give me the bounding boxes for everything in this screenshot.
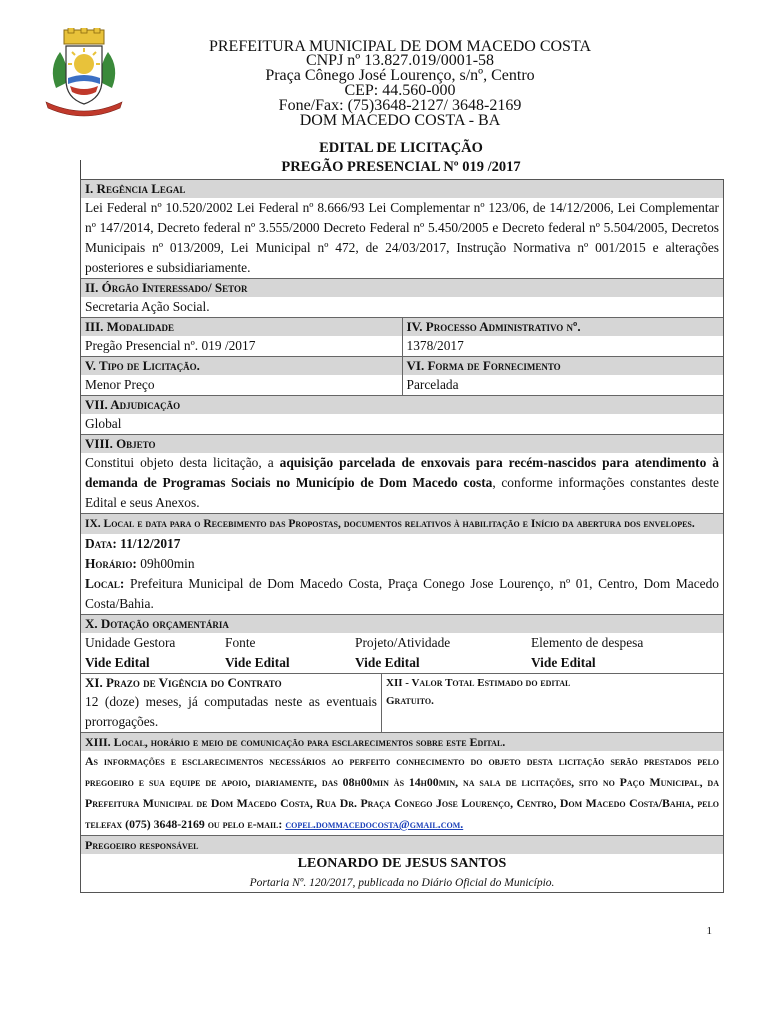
section-text: 12 (doze) meses, já computadas neste as eventuais prorrogações.: [85, 694, 377, 729]
section-esclarecimentos: [81, 733, 723, 836]
email-link[interactable]: copel.dommacedocosta@gmail.com.: [285, 817, 464, 831]
section-heading: X. Dotação orçamentária: [81, 615, 723, 633]
val-fonte: Vide Edital: [225, 655, 290, 670]
hora-line: [81, 554, 723, 574]
dotacao-cols: [81, 633, 723, 673]
address: Praça Cônego José Lourenço, s/nº, Centro: [265, 67, 535, 84]
section-heading: VII. Adjudicação: [81, 396, 723, 414]
col-projeto: Projeto/Atividade: [355, 635, 451, 650]
doc-title: EDITAL DE LICITAÇÃO: [319, 140, 483, 156]
data-value: 11/12/2017: [120, 536, 181, 551]
section-text: [81, 751, 723, 835]
section-text: Global: [85, 416, 122, 431]
section-modalidade-processo: [81, 318, 723, 357]
section-heading: XI. Prazo de Vigência do Contrato: [81, 674, 381, 692]
phone-fax: Fone/Fax: (75)3648-2127/ 3648-2169: [278, 97, 522, 114]
section-heading: IX. Local e data para o Recebimento das Propostas, documentos relativos à habilitação e Início da abertura dos envelopes.: [81, 514, 723, 534]
section-orgao: [81, 279, 723, 318]
col-unidade: Unidade Gestora: [85, 635, 176, 650]
col-fonte: Fonte: [225, 635, 256, 650]
data-label: Data:: [85, 536, 117, 551]
section-text: 1378/2017: [406, 338, 464, 353]
section-heading: III. Modalidade: [81, 318, 402, 336]
cep: CEP: 44.560-000: [344, 82, 456, 99]
section-heading: XII - Valor Total Estimado do edital: [382, 674, 723, 692]
section-text: Lei Federal nº 10.520/2002 Lei Federal nº 8.666/93 Lei Complementar nº 123/06, de 14/12/2006, Lei Complementar nº 147/2014, Decreto federal nº 3.555/2000 Decreto Federal nº 5.450/2005 e Decreto federal nº 5.504/2005, Decretos Municipais nº 013/2009, Lei Municipal nº 472, de 24/03/2017, Instrução Normativa nº 001/2015 e alterações posteriores e subsidiariamente.: [85, 200, 719, 275]
col-elemento: Elemento de despesa: [531, 635, 644, 650]
section-dotacao: [81, 615, 723, 674]
val-unidade: Vide Edital: [85, 655, 150, 670]
section-heading: VI. Forma de Fornecimento: [403, 357, 724, 375]
section-heading: VIII. Objeto: [81, 435, 723, 453]
section-pregoeiro: [81, 836, 723, 892]
objeto-post: , conforme informações constantes deste Edital e seus Anexos.: [85, 475, 719, 510]
pregoeiro-name: LEONARDO DE JESUS SANTOS: [297, 856, 507, 871]
section-adjudicacao: [81, 396, 723, 435]
cnpj: CNPJ nº 13.827.019/0001-58: [305, 52, 495, 69]
local-label: Local:: [85, 576, 125, 591]
section-tipo-forma: [81, 357, 723, 396]
val-projeto: Vide Edital: [355, 655, 420, 670]
section-prazo-valor: [81, 674, 723, 733]
section-heading: V. Tipo de Licitação.: [81, 357, 402, 375]
hora-label: Horário:: [85, 556, 137, 571]
objeto-bold: aquisição parcelada de enxovais para recém-nascidos para atendimento à demanda de Programas Sociais no Município de Dom Macedo costa: [85, 455, 719, 490]
municipal-crest-icon: [38, 28, 130, 120]
section-heading: XIII. Local, horário e meio de comunicação para esclarecimentos sobre este Edital.: [81, 733, 723, 751]
local-line: [81, 574, 723, 614]
edital-table: [80, 179, 724, 893]
section-text: Menor Preço: [85, 377, 155, 392]
section-text: [81, 453, 723, 513]
objeto-pre: Constitui objeto desta licitação, a: [85, 455, 280, 470]
portaria: Portaria Nº. 120/2017, publicada no Diário Oficial do Município.: [249, 877, 555, 889]
doc-subtitle: PREGÃO PRESENCIAL Nº 019 /2017: [281, 159, 521, 175]
section-heading: II. Órgão Interessado/ Setor: [81, 279, 723, 297]
city: DOM MACEDO COSTA - BA: [299, 112, 501, 129]
section-heading: IV. Processo Administrativo nº.: [403, 318, 724, 336]
page-number: 1: [706, 925, 712, 937]
local-value: Prefeitura Municipal de Dom Macedo Costa, Praça Conego Jose Lourenço, nº 01, Centro, Dom Macedo Costa/Bahia.: [85, 576, 719, 611]
esclarecimentos-text: As informações e esclarecimentos necessários ao perfeito conhecimento do objeto desta licitação serão prestados pelo pregoeiro e sua equipe de apoio, diariamente, das 08h00min às 14h00min, na sala de licitações, sito no Paço Municipal, da Prefeitura Municipal de Dom Macedo Costa, Rua Dr. Praça Conego Jose Lourenço, Centro, Dom Macedo Costa/Bahia, pelo telefax (075) 3648-2169 ou pelo e-mail:: [85, 754, 719, 831]
section-heading: I. Regência Legal: [81, 180, 723, 198]
section-regencia: [81, 180, 723, 279]
prefeitura-name: PREFEITURA MUNICIPAL DE DOM MACEDO COSTA: [208, 38, 591, 55]
section-heading: Pregoeiro responsável: [81, 836, 723, 854]
section-local-data: [81, 514, 723, 615]
hora-value: 09h00min: [140, 556, 195, 571]
section-text: Gratuito.: [382, 692, 723, 710]
data-line: [81, 534, 723, 554]
section-objeto: [81, 435, 723, 514]
section-text: Parcelada: [406, 377, 459, 392]
section-text: Secretaria Ação Social.: [85, 299, 210, 314]
val-elemento: Vide Edital: [531, 655, 596, 670]
section-text: Pregão Presencial nº. 019 /2017: [85, 338, 256, 353]
